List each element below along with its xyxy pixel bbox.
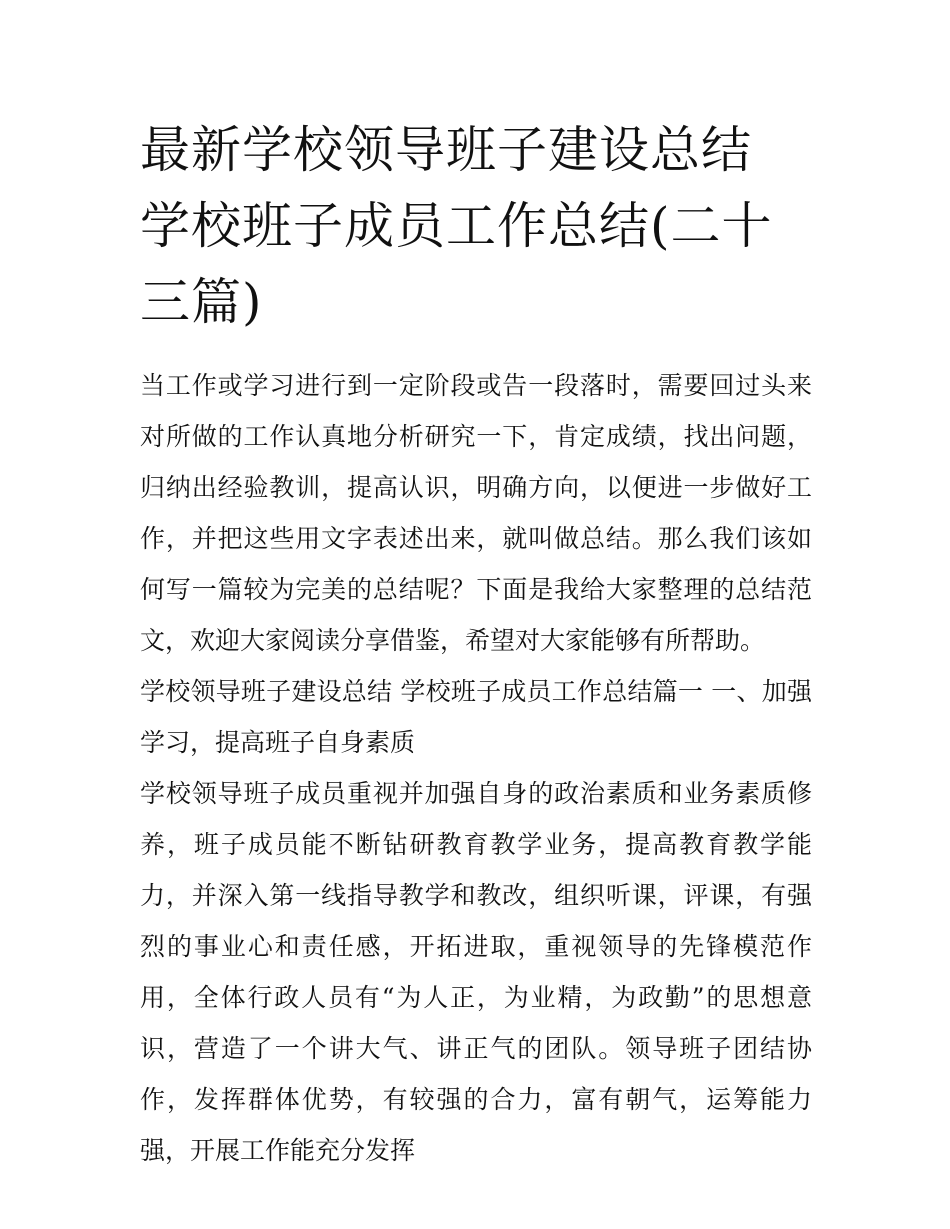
document-content: [140, 112, 812, 1176]
body-paragraph: 学校领导班子成员重视并加强自身的政治素质和业务素质修养，班子成员能不断钻研教育教学业务，提高教育教学能力，并深入第一线指导教学和教改，组织听课，评课，有强烈的事业心和责任感，开拓进取，重视领导的先锋模范作用，全体行政人员有“为人正，为业精，为政勤”的思想意识，营造了一个讲大气、讲正气的团队。领导班子团结协作，发挥群体优势，有较强的合力，富有朝气，运筹能力强，开展工作能充分发挥: [140, 779, 812, 1165]
document-title: 最新学校领导班子建设总结 学校班子成员工作总结(二十三篇): [140, 121, 773, 331]
section-heading: 学校领导班子建设总结 学校班子成员工作总结篇一 一、加强学习，提高班子自身素质: [140, 677, 812, 757]
intro-paragraph: 当工作或学习进行到一定阶段或告一段落时，需要回过头来对所做的工作认真地分析研究一下，肯定成绩，找出问题，归纳出经验教训，提高认识，明确方向，以便进一步做好工作，并把这些用文字表述出来，就叫做总结。那么我们该如何写一篇较为完美的总结呢？下面是我给大家整理的总结范文，欢迎大家阅读分享借鉴，希望对大家能够有所帮助。: [140, 371, 812, 655]
